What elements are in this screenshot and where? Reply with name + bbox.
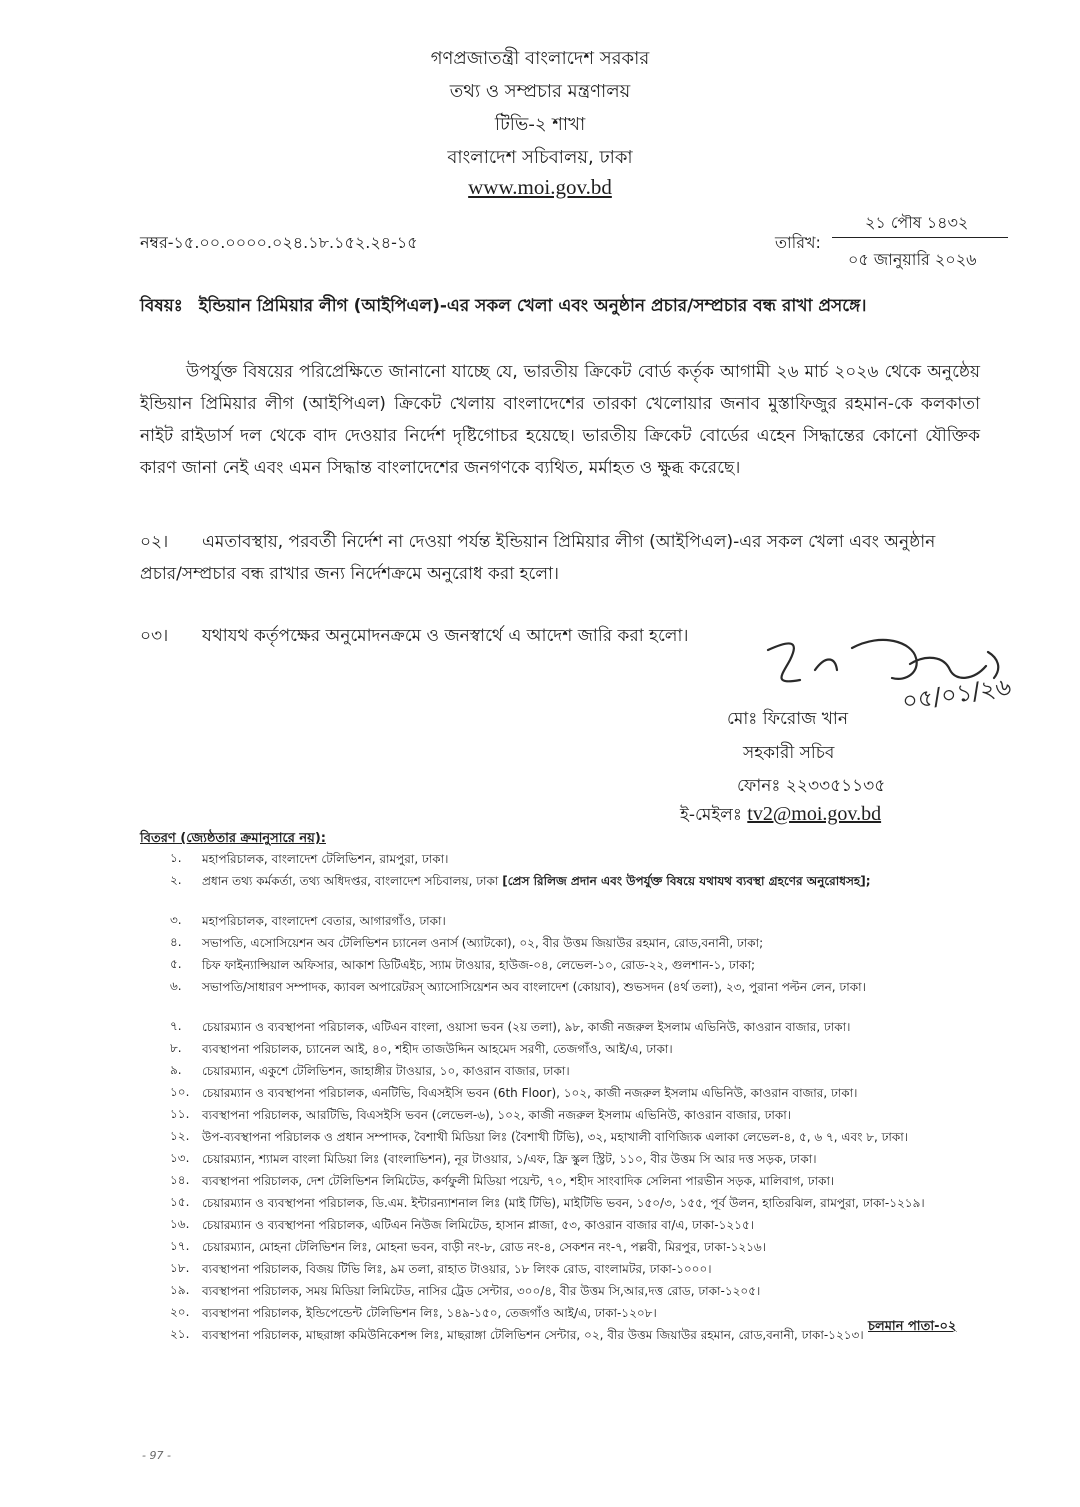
distribution-list bbox=[170, 850, 990, 1348]
list-item: ১৪. ব্যবস্থাপনা পরিচালক, দেশ টেলিভিশন লিমিটেড, কর্ণফুলী মিডিয়া পয়েন্ট, ৭০, শহীদ সাংবাদিক সেলিনা পারভীন সড়ক, মালিবাগ, ঢাকা। bbox=[170, 1173, 835, 1188]
subject-label: বিষয়ঃ bbox=[140, 296, 183, 316]
list-item: ৯. চেয়ারম্যান, একুশে টেলিভিশন, জাহাঙ্গীর টাওয়ার, ১০, কাওরান বাজার, ঢাকা। bbox=[170, 1063, 570, 1078]
date-divider bbox=[832, 237, 1008, 238]
memo-number: নম্বর-১৫.০০.০০০০.০২৪.১৮.১৫২.২৪-১৫ bbox=[140, 233, 418, 252]
distribution-title: বিতরণ (জ্যেষ্ঠতার ক্রমানুসারে নয়): bbox=[140, 831, 326, 846]
signatory-phone: ফোনঃ ২২৩৩৫১১৩৫ bbox=[737, 776, 886, 796]
list-item: ১০. চেয়ারম্যান ও ব্যবস্থাপনা পরিচালক, এনটিভি, বিএসইসি ভবন (6th Floor), ১০২, কাজী নজরুল ইসলাম এভিনিউ, কাওরান বাজার, ঢাকা। bbox=[170, 1085, 858, 1100]
list-item: ১৫. চেয়ারম্যান ও ব্যবস্থাপনা পরিচালক, ডি.এম. ইন্টারন্যাশনাল লিঃ (মাই টিভি), মাইটিভি ভবন, ১৫০/৩, ১৫৫, পূর্ব উলন, হাতিরঝিল, রামপুরা, ঢাকা-১২১৯। bbox=[170, 1195, 925, 1210]
date-english: ০৫ জানুয়ারি ২০২৬ bbox=[848, 250, 977, 269]
list-item: ১. মহাপরিচালক, বাংলাদেশ টেলিভিশন, রামপুরা, ঢাকা। bbox=[170, 851, 449, 866]
signatory-email-line bbox=[680, 802, 881, 830]
paragraph-3-text: যথাযথ কর্তৃপক্ষের অনুমোদনক্রমে ও জনস্বার্থে এ আদেশ জারি করা হলো। bbox=[202, 626, 689, 646]
body-paragraph-1 bbox=[140, 356, 980, 484]
paragraph-2-number: ০২। bbox=[140, 532, 169, 552]
list-item: ৫. চিফ ফাইন্যান্সিয়াল অফিসার, আকাশ ডিটিএইচ, স্যাম টাওয়ার, হাউজ-০৪, লেভেল-১০, রোড-২২, গুলশান-১, ঢাকা; bbox=[170, 957, 756, 972]
office-address: বাংলাদেশ সচিবালয়, ঢাকা bbox=[447, 147, 633, 168]
list-item: ১৩. চেয়ারম্যান, শ্যামল বাংলা মিডিয়া লিঃ (বাংলাভিশন), নূর টাওয়ার, ১/এফ, ফ্রি স্কুল স্ট্রিট, ১১০, বীর উত্তম সি আর দত্ত সড়ক, ঢাকা। bbox=[170, 1151, 817, 1166]
date-bangla: ২১ পৌষ ১৪৩২ bbox=[865, 213, 969, 232]
list-item: ৮. ব্যবস্থাপনা পরিচালক, চ্যানেল আই, ৪০, শহীদ তাজউদ্দিন আহমেদ সরণী, তেজগাঁও, আই/এ, ঢাকা। bbox=[170, 1041, 673, 1056]
date-label: তারিখ: bbox=[775, 233, 821, 252]
page-number: - 97 - bbox=[142, 1449, 171, 1462]
paragraph-1-text: উপর্যুক্ত বিষয়ের পরিপ্রেক্ষিতে জানানো যাচ্ছে যে, ভারতীয় ক্রিকেট বোর্ড কর্তৃক আগামী ২৬ মার্চ ২০২৬ থেকে অনুষ্ঠেয় ইন্ডিয়ান প্রিমিয়ার লীগ (আইপিএল) ক্রিকেট খেলায় বাংলাদেশের তারকা খেলোয়ার জনাব মুস্তাফিজুর রহমান-কে কলকাতা নাইট রাইডার্স দল থেকে বাদ দেওয়ার নির্দেশ দৃষ্টিগোচর হয়েছে। ভারতীয় ক্রিকেট বোর্ডের এহেন সিদ্ধান্তের কোনো যৌক্তিক কারণ জানা নেই এবং এমন সিদ্ধান্ত বাংলাদেশের জনগণকে ব্যথিত, মর্মাহত ও ক্ষুব্ধ করেছে। bbox=[140, 362, 980, 478]
govt-title: গণপ্রজাতন্ত্রী বাংলাদেশ সরকার bbox=[430, 48, 650, 69]
list-item: ১১. ব্যবস্থাপনা পরিচালক, আরটিভি, বিএসইসি ভবন (লেভেল-৬), ১০২, কাজী নজরুল ইসলাম এভিনিউ, কাওরান বাজার, ঢাকা। bbox=[170, 1107, 792, 1122]
ministry-name: তথ্য ও সম্প্রচার মন্ত্রণালয় bbox=[449, 81, 631, 102]
list-item: ৭. চেয়ারম্যান ও ব্যবস্থাপনা পরিচালক, এটিএন বাংলা, ওয়াসা ভবন (২য় তলা), ৯৮, কাজী নজরুল ইসলাম এভিনিউ, কাওরান বাজার, ঢাকা। bbox=[170, 1019, 851, 1034]
list-item: ৬. সভাপতি/সাধারণ সম্পাদক, ক্যাবল অপারেটরস্ অ্যাসোসিয়েশন অব বাংলাদেশ (কোয়াব), শুভসদন (৪র্থ তলা), ২৩, পুরানা পল্টন লেন, ঢাকা। bbox=[170, 979, 866, 994]
list-item: ১৮. ব্যবস্থাপনা পরিচালক, বিজয় টিভি লিঃ, ৯ম তলা, রাহাত টাওয়ার, ১৮ লিংক রোড, বাংলামটর, ঢাকা-১০০০। bbox=[170, 1261, 712, 1276]
signatory-designation: সহকারী সচিব bbox=[743, 743, 835, 763]
website-link[interactable]: www.moi.gov.bd bbox=[468, 175, 612, 199]
subject-line bbox=[140, 293, 866, 321]
list-item: ১২. উপ-ব্যবস্থাপনা পরিচালক ও প্রধান সম্পাদক, বৈশাখী মিডিয়া লিঃ (বৈশাখী টিভি), ৩২, মহাখালী বাণিজ্যিক এলাকা লেভেল-৪, ৫, ৬ ৭, এবং ৮, ঢাকা। bbox=[170, 1129, 909, 1144]
body-paragraph-2 bbox=[140, 526, 980, 590]
list-item: ৩. মহাপরিচালক, বাংলাদেশ বেতার, আগারগাঁও, ঢাকা। bbox=[170, 913, 446, 928]
paragraph-3-number: ০৩। bbox=[140, 626, 169, 646]
signatory-name: মোঃ ফিরোজ খান bbox=[727, 709, 848, 729]
list-item: ২. প্রধান তথ্য কর্মকর্তা, তথ্য অধিদপ্তর, বাংলাদেশ সচিবালয়, ঢাকা [প্রেস রিলিজ প্রদান এবং উপর্যুক্ত বিষয়ে যথাযথ ব্যবস্থা গ্রহণের অনুরোধসহ]; bbox=[170, 873, 871, 888]
signature-date: ০৫/০১/২৬ bbox=[900, 672, 1013, 716]
list-item: ১৬. চেয়ারম্যান ও ব্যবস্থাপনা পরিচালক, এটিএন নিউজ লিমিটেড, হাসান প্লাজা, ৫৩, কাওরান বাজার বা/এ, ঢাকা-১২১৫। bbox=[170, 1217, 755, 1232]
email-label: ই-মেইলঃ bbox=[680, 805, 742, 825]
list-item: ২০. ব্যবস্থাপনা পরিচালক, ইন্ডিপেন্ডেন্ট টেলিভিশন লিঃ, ১৪৯-১৫০, তেজগাঁও আই/এ, ঢাকা-১২০৮। bbox=[170, 1305, 657, 1320]
list-item: ১৭. চেয়ারম্যান, মোহনা টেলিভিশন লিঃ, মোহনা ভবন, বাড়ী নং-৮, রোড নং-৪, সেকশন নং-৭, পল্লবী, মিরপুর, ঢাকা-১২১৬। bbox=[170, 1239, 767, 1254]
paragraph-2-text: এমতাবস্থায়, পরবর্তী নির্দেশ না দেওয়া পর্যন্ত ইন্ডিয়ান প্রিমিয়ার লীগ (আইপিএল)-এর সকল খেলা এবং অনুষ্ঠান প্রচার/সম্প্রচার বন্ধ রাখার জন্য নির্দেশক্রমে অনুরোধ করা হলো। bbox=[140, 532, 936, 584]
list-item: ২১. ব্যবস্থাপনা পরিচালক, মাছরাঙ্গা কমিউনিকেশন্স লিঃ, মাছরাঙ্গা টেলিভিশন সেন্টার, ০২, বীর উত্তম জিয়াউর রহমান, রোড,বনানী, ঢাকা-১২১৩। bbox=[170, 1327, 864, 1342]
continued-page-note: চলমান পাতা-০২ bbox=[868, 1319, 957, 1334]
subject-text: ইন্ডিয়ান প্রিমিয়ার লীগ (আইপিএল)-এর সকল খেলা এবং অনুষ্ঠান প্রচার/সম্প্রচার বন্ধ রাখা প্রসঙ্গে। bbox=[198, 296, 867, 316]
list-item: ৪. সভাপতি, এসোসিয়েশন অব টেলিভিশন চ্যানেল ওনার্স (অ্যাটকো), ০২, বীর উত্তম জিয়াউর রহমান, রোড,বনানী, ঢাকা; bbox=[170, 935, 764, 950]
email-link[interactable]: tv2@moi.gov.bd bbox=[747, 803, 882, 825]
list-item: ১৯. ব্যবস্থাপনা পরিচালক, সময় মিডিয়া লিমিটেড, নাসির ট্রেড সেন্টার, ৩০০/৪, বীর উত্তম সি,আর,দত্ত রোড, ঢাকা-১২০৫। bbox=[170, 1283, 761, 1298]
branch-name: টিভি-২ শাখা bbox=[494, 114, 586, 135]
